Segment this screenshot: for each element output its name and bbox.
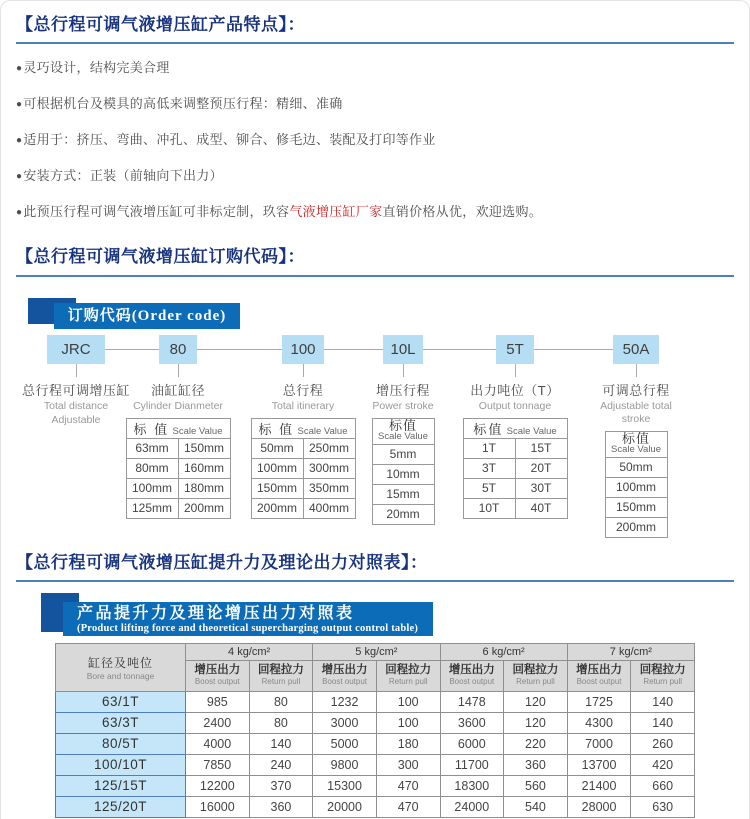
table-cell: 200mm [251, 498, 303, 518]
table-row [372, 418, 434, 444]
scale-table-adjustable-stroke [605, 431, 668, 538]
features-section-title: 【总行程可调气液增压缸产品特点】： [16, 15, 305, 34]
subheader-return [249, 660, 313, 691]
code-box: JRC [47, 335, 105, 364]
order-code-column-power-stroke [363, 335, 443, 525]
table-cell: 10T [463, 498, 515, 518]
feature-list [16, 60, 734, 220]
table-cell: 100 [376, 691, 440, 712]
table-header [463, 418, 567, 438]
subheader-cn: 回程拉力 [385, 664, 432, 677]
table-cell: 12200 [186, 775, 250, 796]
scale-table-power-stroke [372, 418, 435, 525]
code-label-cn: 油缸缸径 [150, 382, 205, 398]
pressure-header: 7 kg/cm² [567, 643, 694, 660]
row-label: 63/1T [56, 691, 186, 712]
order-code-column-tonnage [450, 335, 580, 519]
header-cn: 标 值 [258, 421, 295, 437]
force-row [56, 712, 695, 733]
subheader-return [504, 660, 568, 691]
subheader-cn: 回程拉力 [639, 664, 686, 677]
table-cell: 7000 [567, 733, 631, 754]
table-cell: 140 [631, 691, 695, 712]
table-cell: 50mm [605, 457, 667, 477]
header-cn: 标值 [388, 417, 417, 433]
order-section-title: 【总行程可调气液增压缸订购代码】： [16, 247, 305, 267]
header-cn: 标值 [621, 430, 650, 446]
feature-text: 可根据机台及模具的高低来调整预压行程：精细、准确 [23, 96, 343, 112]
pressure-header: 5 kg/cm² [313, 643, 440, 660]
header-cn: 标值 [473, 421, 504, 437]
table-cell: 180 [376, 733, 440, 754]
booster-cylinder-factory-link[interactable]: 气液增压缸厂家 [289, 204, 383, 220]
code-label-cn: 出力吨位（T） [470, 382, 560, 398]
code-label-en: Total distance [43, 399, 109, 412]
table-cell: 63mm [126, 438, 178, 458]
table-cell: 400mm [303, 498, 355, 518]
table-cell: 100mm [126, 478, 178, 498]
code-label-en: Total itinerary [271, 399, 335, 412]
subheader-en: Return pull [388, 677, 428, 687]
order-code-banner-title: 订购代码(Order code) [54, 303, 240, 329]
row-label: 125/20T [56, 796, 186, 817]
table-row [605, 457, 667, 477]
subheader-boost [440, 660, 504, 691]
table-row [126, 498, 230, 518]
subheader-return [376, 660, 440, 691]
table-cell: 140 [631, 712, 695, 733]
table-cell: 240 [249, 754, 313, 775]
table-cell: 20T [515, 458, 567, 478]
table-row [372, 444, 434, 464]
table-cell: 10mm [372, 464, 434, 484]
table-cell: 80 [249, 712, 313, 733]
table-cell: 7850 [186, 754, 250, 775]
table-cell: 28000 [567, 796, 631, 817]
order-code-banner [16, 298, 734, 330]
code-label-cn: 总行程可调增压缸 [21, 382, 130, 398]
table-cell: 630 [631, 796, 695, 817]
table-cell: 300 [376, 754, 440, 775]
bullet-icon: ● [16, 135, 23, 147]
table-cell: 120 [504, 712, 568, 733]
pressure-header: 6 kg/cm² [440, 643, 567, 660]
bullet-icon: ● [16, 171, 23, 183]
table-cell: 360 [249, 796, 313, 817]
code-box: 50A [613, 335, 659, 364]
force-row [56, 733, 695, 754]
table-cell: 220 [504, 733, 568, 754]
table-cell: 470 [376, 775, 440, 796]
code-box: 5T [496, 335, 534, 364]
table-cell: 660 [631, 775, 695, 796]
row-label: 80/5T [56, 733, 186, 754]
table-cell: 11700 [440, 754, 504, 775]
subheader-cn: 增压出力 [576, 664, 623, 677]
force-row [56, 754, 695, 775]
scale-table-bore [126, 418, 231, 519]
table-cell: 470 [376, 796, 440, 817]
table-row [372, 464, 434, 484]
table-header [605, 431, 667, 457]
table-cell: 985 [186, 691, 250, 712]
force-section-title: 【总行程可调气液增压缸提升力及理论出力对照表】： [16, 552, 428, 572]
subheader-boost [567, 660, 631, 691]
table-cell: 4000 [186, 733, 250, 754]
feature-item [16, 60, 734, 76]
table-cell: 120 [504, 691, 568, 712]
table-row [251, 458, 355, 478]
subheader-en: Boost output [576, 677, 622, 687]
bullet-icon: ● [16, 63, 23, 75]
table-row [605, 477, 667, 497]
table-cell: 30T [515, 478, 567, 498]
order-code-diagram [16, 330, 734, 534]
code-label-cn: 总行程 [282, 382, 324, 398]
table-cell: 260 [631, 733, 695, 754]
table-row [126, 438, 230, 458]
code-label-en: Cylinder Dianmeter [133, 399, 223, 412]
order-code-column-stroke [243, 335, 363, 519]
header-en: Scale Value [172, 425, 223, 437]
table-cell: 140 [249, 733, 313, 754]
connector-stub [178, 364, 179, 377]
table-cell: 160mm [178, 458, 230, 478]
table-row [605, 431, 667, 457]
feature-item [16, 204, 734, 220]
subheader-cn: 回程拉力 [512, 664, 559, 677]
table-cell: 5T [463, 478, 515, 498]
table-cell: 180mm [178, 478, 230, 498]
scale-table-tonnage [463, 418, 568, 519]
table-cell: 40T [515, 498, 567, 518]
feature-text: 适用于：挤压、弯曲、冲孔、成型、铆合、修毛边、装配及打印等作业 [23, 132, 436, 148]
table-row [463, 478, 567, 498]
bullet-icon: ● [16, 99, 23, 111]
subheader-en: Return pull [261, 677, 301, 687]
table-row [126, 458, 230, 478]
table-cell: 20mm [372, 504, 434, 524]
force-banner-title-en: (Product lifting force and theoretical supercharging output control table) [77, 622, 419, 634]
table-row [372, 504, 434, 524]
table-row [463, 498, 567, 518]
table-cell: 3T [463, 458, 515, 478]
table-cell: 540 [504, 796, 568, 817]
table-cell: 6000 [440, 733, 504, 754]
table-cell: 18300 [440, 775, 504, 796]
table-cell: 200mm [178, 498, 230, 518]
table-header [126, 418, 230, 438]
table-row [126, 418, 230, 438]
section-divider [16, 275, 734, 277]
table-cell: 300mm [303, 458, 355, 478]
subheader-boost [313, 660, 377, 691]
table-cell: 3600 [440, 712, 504, 733]
corner-header-en: Bore and tonnage [86, 670, 155, 681]
code-label-en: Adjustable [51, 413, 101, 426]
table-cell: 350mm [303, 478, 355, 498]
feature-text: 直销价格从优，欢迎选购。 [382, 204, 543, 220]
table-cell: 9800 [313, 754, 377, 775]
force-row [56, 691, 695, 712]
table-row [605, 497, 667, 517]
force-banner-title-cn: 产品提升力及理论增压出力对照表 [77, 604, 355, 622]
header-cn: 标 值 [133, 421, 170, 437]
feature-text: 此预压行程可调气液增压缸可非标定制，玖容 [23, 204, 290, 220]
table-cell: 80mm [126, 458, 178, 478]
connector-stub [515, 364, 516, 377]
table-cell: 1478 [440, 691, 504, 712]
connector-stub [636, 364, 637, 377]
table-cell: 15T [515, 438, 567, 458]
corner-header-cn: 缸径及吨位 [87, 655, 153, 670]
table-row [251, 418, 355, 438]
header-en: Scale Value [378, 430, 428, 442]
table-cell: 24000 [440, 796, 504, 817]
feature-item [16, 132, 734, 148]
table-cell: 15300 [313, 775, 377, 796]
table-row [463, 438, 567, 458]
header-en: Scale Value [611, 443, 661, 455]
subheader-en: Boost output [322, 677, 368, 687]
table-cell: 1232 [313, 691, 377, 712]
connector-stub [76, 364, 77, 377]
table-cell: 150mm [251, 478, 303, 498]
table-row [126, 478, 230, 498]
table-cell: 150mm [178, 438, 230, 458]
code-box: 80 [159, 335, 197, 364]
table-row [251, 438, 355, 458]
table-cell: 1T [463, 438, 515, 458]
table-cell: 2400 [186, 712, 250, 733]
table-row [605, 517, 667, 537]
table-cell: 100mm [251, 458, 303, 478]
code-box: 10L [383, 335, 423, 364]
table-cell: 1725 [567, 691, 631, 712]
force-comparison-table [55, 643, 695, 818]
feature-text: 灵巧设计，结构完美合理 [23, 60, 170, 76]
table-cell: 200mm [605, 517, 667, 537]
table-cell: 360 [504, 754, 568, 775]
subheader-cn: 增压出力 [448, 664, 495, 677]
subheader-en: Return pull [643, 677, 683, 687]
table-row [372, 484, 434, 504]
code-label-en: Power stroke [372, 399, 434, 412]
code-label-cn: 增压行程 [375, 382, 430, 398]
table-cell: 20000 [313, 796, 377, 817]
table-cell: 125mm [126, 498, 178, 518]
subheader-en: Return pull [516, 677, 555, 687]
header-en: Scale Value [297, 425, 348, 437]
code-label-en: Adjustable total stroke [600, 399, 672, 425]
row-label: 125/15T [56, 775, 186, 796]
force-banner-title [63, 602, 433, 636]
code-label-en: Output tonnage [478, 399, 552, 412]
table-cell: 100 [376, 712, 440, 733]
connector-stub [303, 364, 304, 377]
table-header [251, 418, 355, 438]
connector-stub [403, 364, 404, 377]
table-cell: 4300 [567, 712, 631, 733]
header-en: Scale Value [506, 425, 557, 437]
feature-item [16, 168, 734, 184]
table-cell: 100mm [605, 477, 667, 497]
subheader-en: Boost output [449, 677, 495, 687]
table-cell: 420 [631, 754, 695, 775]
table-row [463, 458, 567, 478]
table-cell: 370 [249, 775, 313, 796]
corner-header [56, 643, 186, 691]
subheader-return [631, 660, 695, 691]
force-table-banner [16, 593, 734, 637]
table-cell: 80 [249, 691, 313, 712]
subheader-cn: 回程拉力 [257, 664, 304, 677]
table-cell: 3000 [313, 712, 377, 733]
subheader-cn: 增压出力 [194, 664, 241, 677]
table-row [251, 498, 355, 518]
force-row [56, 775, 695, 796]
force-row [56, 796, 695, 817]
section-divider [16, 42, 734, 44]
feature-item [16, 96, 734, 112]
table-cell: 5000 [313, 733, 377, 754]
table-row [56, 643, 695, 660]
row-label: 63/3T [56, 712, 186, 733]
subheader-boost [186, 660, 250, 691]
table-cell: 16000 [186, 796, 250, 817]
pressure-header: 4 kg/cm² [186, 643, 313, 660]
table-cell: 560 [504, 775, 568, 796]
table-cell: 50mm [251, 438, 303, 458]
section-divider [16, 580, 734, 582]
table-cell: 15mm [372, 484, 434, 504]
table-header [372, 418, 434, 444]
feature-text: 安装方式：正装（前轴向下出力） [23, 168, 223, 184]
table-cell: 21400 [567, 775, 631, 796]
subheader-en: Boost output [194, 677, 240, 687]
scale-table-total-stroke [251, 418, 356, 519]
table-row [251, 478, 355, 498]
row-label: 100/10T [56, 754, 186, 775]
bullet-icon: ● [16, 207, 23, 219]
table-cell: 250mm [303, 438, 355, 458]
order-code-column-bore [118, 335, 238, 519]
table-cell: 5mm [372, 444, 434, 464]
table-cell: 150mm [605, 497, 667, 517]
subheader-cn: 增压出力 [321, 664, 368, 677]
order-code-column-adjustable [591, 335, 681, 538]
code-label-cn: 可调总行程 [602, 382, 670, 398]
table-row [463, 418, 567, 438]
table-cell: 13700 [567, 754, 631, 775]
code-box: 100 [282, 335, 324, 364]
